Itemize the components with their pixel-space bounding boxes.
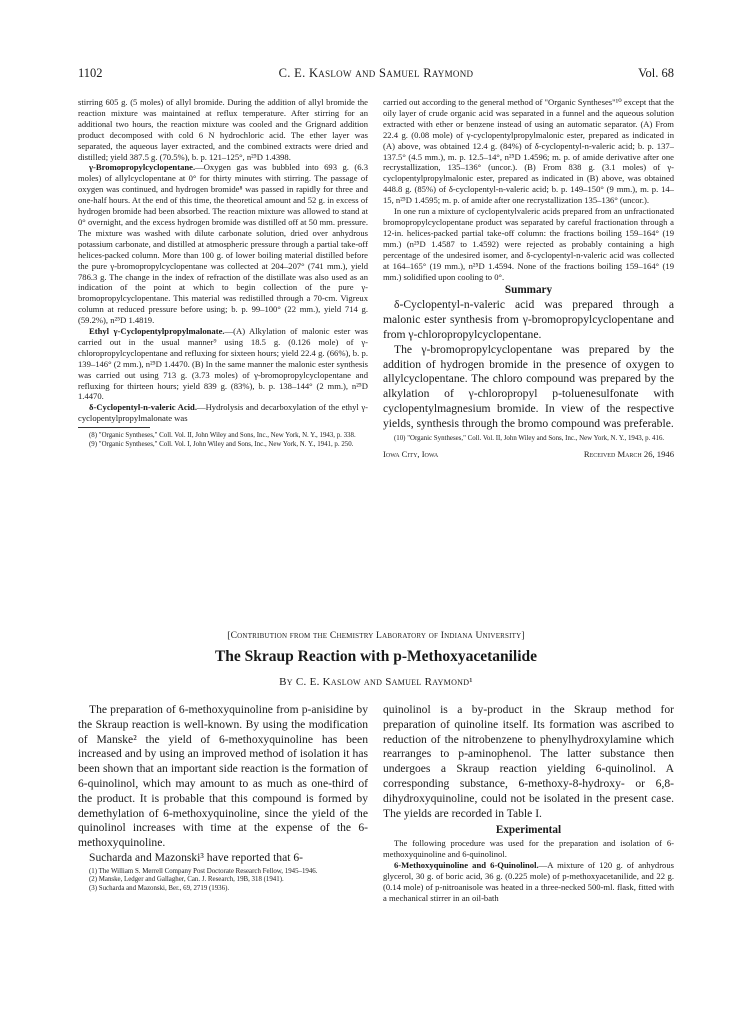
paragraph: carried out according to the general method of "Organic Syntheses"¹⁰ except that the oily layer of crude organic acid was separated in a funnel and the aqueous solution extracted with ether or benzene instead of using an automatic separator. (A) From 22.4 g. (0.08 mole) of γ-cyclopentylpropylmalonic ester, prepared as indicated in (A) above, was obtained 12.4 g. (84%) of δ-cyclopentyl-n-valeric acid; b. p. 137–137.5° (4.5 mm.), m. p. 12.5–14°, n²⁵D 1.4596; m. p. of amide derivative after one recrystallization, 135–136° (uncor.). (B) From 838 g. (3.1 moles) of γ-cyclopentylpropylmalonic ester, prepared as indicated in (B) above, was obtained 448.8 g. (85%) of δ-cyclopentyl-n-valeric acid; b. p. 149–150° (9 mm.), m. p. 14–15, n²⁵D 1.4595; m. p. of amide after one recrystallization 135–136° (uncor.). <box>383 97 674 206</box>
place: Iowa City, Iowa <box>383 449 439 460</box>
footnote-rule <box>78 427 150 428</box>
experimental-heading: Experimental <box>495 824 562 837</box>
paragraph: Sucharda and Mazonski³ have reported that 6- <box>89 850 304 864</box>
section-run-in-heading: 6-Methoxyquinoline and 6-Quinolinol. <box>394 860 539 871</box>
paragraph: The following procedure was used for the preparation and isolation of 6-methoxyquinoline and 6-quinolinol. <box>383 838 674 860</box>
footnote: (2) Manske, Ledger and Gallagher, Can. J. Research, 19B, 318 (1941). <box>89 876 284 884</box>
paragraph-text: —(A) Alkylation of malonic ester was carried out in the usual manner⁹ using 18.5 g. (0.126 mole) of γ-chloropropylcyclopentane and refluxing for sixteen hours; yield 22.4 g. (66%), b. p. 139–146° (2 mm.), n²⁵D 1.4470. (B) In the same manner the malonic ester synthesis was carried out using 713 g. (3.73 moles) of γ-bromopropylcyclopentane and refluxing for thirteen hours; yield 839 g. (83%), b. p. 138–144° (2 mm.), n²⁵D 1.4470. <box>78 326 368 402</box>
summary-heading: Summary <box>504 284 553 297</box>
paragraph-text: —A mixture of 120 g. of anhydrous glycerol, 30 g. of boric acid, 36 g. (0.225 mole) of p-methoxyacetanilide, and 22 g. (0.14 mole) of p-nitroanisole was heated in a three-necked 500-ml. flask, fitted with a mechanical stirrer in an oil-bath <box>383 860 674 903</box>
lower-left-column <box>78 703 368 1003</box>
running-title: C. E. Kaslow and Samuel Raymond <box>278 66 474 80</box>
paragraph-text: —Hydrolysis and decarboxylation of the ethyl γ-cyclopentylpropylmalonate was <box>78 402 368 424</box>
running-header <box>78 66 674 84</box>
article-title: The Skraup Reaction with p-Methoxyacetanilide <box>214 648 538 665</box>
paragraph: The preparation of 6-methoxyquinoline from p-anisidine by the Skraup reaction is well-known. By using the modification of Manske² the yield of 6-methoxyquinoline has been increased and by using an improved method of isolation it has been shown that an important side reaction is the formation of 6-quinolinol, which may amount to as much as one-third of the product. It is probable that this compound is formed by demethylation of 6-methoxyquinoline, since the yield of the quinolinol increases with time at the expense of the 6-methoxyquinoline. <box>78 703 368 850</box>
upper-left-column <box>78 97 368 619</box>
footnote: (3) Sucharda and Mazonski, Ber., 69, 2719 (1936). <box>89 885 230 893</box>
received-date: Received March 26, 1946 <box>583 449 674 460</box>
summary-paragraph: The γ-bromopropylcyclopentane was prepared by the addition of hydrogen bromide in the presence of oxygen to allylcyclopentane. The chloro compound was prepared by the alkylation of γ-chloropropyl p-toluenesulfonate with cyclopentylmagnesium bromide. In view of the respective yields, synthesis through the bromo compound was preferable. <box>383 342 674 430</box>
paragraph: In one run a mixture of cyclopentylvaleric acids prepared from an unfractionated bromopropylcyclopentane product was separated by careful fractionation through a 12-in. helices-packed partial take-off column: the fractions boiling 159–164° (19 mm.) (n²⁵D 1.4587 to 1.4592) were rejected as probably containing a high percentage of the undesired isomer, and δ-cyclopentyl-n-valeric acid was collected at 164–165° (19 mm.), n²⁵D 1.4594. None of the fractions boiling 159–164° (19 mm.) solidified upon cooling to 0°. <box>383 206 674 282</box>
paragraph: stirring 605 g. (5 moles) of allyl bromide. During the addition of allyl bromide the reaction mixture was maintained at reflux temperature. After stirring for an additional two hours, the reaction mixture was cooled and the Grignard addition product decomposed with cold 6 N hydrochloric acid. The ether layer was separated, the aqueous layer extracted, and the combined extracts were dried and distilled; yield 387.5 g. (70.5%), b. p. 121–125°, n²⁵D 1.4398. <box>78 97 368 162</box>
paragraph: quinolinol is a by-product in the Skraup method for preparation of quinoline itself. Its formation was ascribed to reduction of the nitrobenzene to phenylhydroxylamine which rearranges to p-aminophenol. The latter substance then undergoes a Skraup reaction yielding 6-quinolinol. A corresponding substance, 6-methoxy-8-hydroxy- or 6,8-dihydroxyquinoline, could not be isolated in the present case. The yields are recorded in Table I. <box>383 703 674 820</box>
section-run-in-heading: Ethyl γ-Cyclopentylpropylmalonate. <box>89 326 225 337</box>
paragraph-text: —Oxygen gas was bubbled into 693 g. (6.3 moles) of allylcyclopentane at 0° for thirty minutes with stirring. The passage of oxygen was continued, and hydrogen bromide⁸ was passed in rapidly for three and one-half hours. At the end of this time, the theoretical amount and 52 g. in excess of hydrogen bromide had been absorbed. The reaction mixture was allowed to stand at 0° overnight, and the excess hydrogen bromide was distilled off at 50 mm. pressure. The mixture was washed with dilute carbonate solution, dried over anhydrous potassium carbonate, and distilled at atmospheric pressure through a partial take-off helices-packed column. More than 100 g. of lower boiling material distilled before the pure γ-bromopropylcyclopentane was collected at 204–207° (741 mm.), yield 786.3 g. The change in the index of refraction of the distillate was also used as an indication of the point at which to begin collection of the pure γ-bromopropylcyclopentane. This material was redistilled through a 70-cm. Vigreux column at reduced pressure before using; b. p. 99–100° (22 mm.), yield 714 g. (59.2%), n²⁵D 1.4819. <box>78 162 368 326</box>
section-run-in-heading: δ-Cyclopentyl-n-valeric Acid. <box>89 402 197 413</box>
page-number: 1102 <box>78 66 103 80</box>
contribution-line: [Contribution from the Chemistry Laboratory of Indiana University] <box>227 630 525 641</box>
summary-paragraph: δ-Cyclopentyl-n-valeric acid was prepared through a malonic ester synthesis from γ-bromopropylcyclopentane and from γ-chloropropylcyclopentane. <box>383 298 674 341</box>
paragraph <box>78 162 368 326</box>
upper-right-column <box>383 97 674 619</box>
received-line <box>383 449 674 460</box>
footnote: (10) "Organic Syntheses," Coll. Vol. II, John Wiley and Sons, Inc., New York, N. Y., 1943, p. 416. <box>394 435 665 443</box>
lower-right-column <box>383 703 674 1003</box>
footnote: (1) The William S. Merrell Company Post Doctorate Research Fellow, 1945–1946. <box>89 867 318 875</box>
footnote: (9) "Organic Syntheses," Coll. Vol. I, John Wiley and Sons, Inc., New York, N. Y., 1941, p. 250. <box>89 440 354 448</box>
paragraph <box>383 860 674 904</box>
paragraph <box>78 402 368 424</box>
volume-label: Vol. 68 <box>638 66 674 80</box>
section-run-in-heading: γ-Bromopropylcyclopentane. <box>89 162 196 173</box>
paragraph <box>78 326 368 402</box>
footnote: (8) "Organic Syntheses," Coll. Vol. II, John Wiley and Sons, Inc., New York, N. Y., 1943, p. 338. <box>89 432 356 440</box>
byline: By C. E. Kaslow and Samuel Raymond¹ <box>279 676 473 688</box>
